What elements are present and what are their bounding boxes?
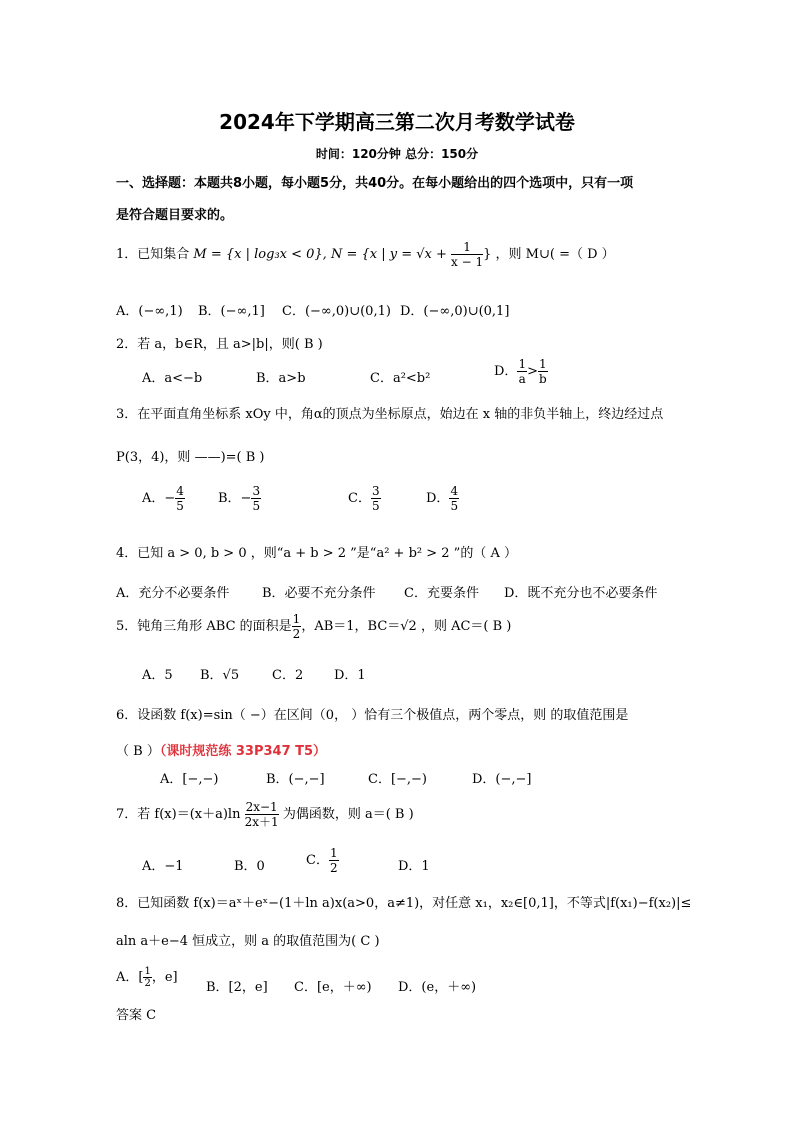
q1-set-end: } bbox=[483, 247, 492, 262]
page-title: 2024年下学期高三第二次月考数学试卷 bbox=[219, 110, 575, 134]
question-7-stem bbox=[116, 800, 414, 829]
q3-d-frac bbox=[449, 484, 459, 513]
q2-d-num1: 1 bbox=[518, 357, 527, 371]
q6-option-a: A．[−,−) bbox=[160, 772, 219, 787]
q6-source-note: （课时规范练 33P347 T5） bbox=[159, 744, 327, 759]
q2-d-frac1 bbox=[517, 357, 527, 386]
q3-a-prefix: A．− bbox=[142, 491, 176, 506]
q7-suffix: 为偶函数，则 a＝( B ) bbox=[282, 807, 414, 822]
q6-option-c: C．[−,−) bbox=[368, 772, 428, 787]
q7-option-d: D．1 bbox=[398, 859, 430, 874]
q7-frac-den: 2x＋1 bbox=[244, 815, 279, 829]
q8-option-a bbox=[116, 966, 178, 989]
q8-option-d: D．(e，＋∞) bbox=[398, 980, 477, 995]
q3-option-c bbox=[348, 484, 381, 513]
q2-d-den1: a bbox=[518, 372, 526, 386]
question-3-line1: 3．在平面直角坐标系 xOy 中，角α的顶点为坐标原点，始边在 x 轴的非负半轴上，终边经过点 bbox=[116, 407, 664, 422]
q4-option-d: D．既不充分也不必要条件 bbox=[504, 586, 658, 601]
q3-option-d bbox=[426, 484, 459, 513]
question-5-stem bbox=[116, 612, 511, 641]
q7-frac-num: 2x−1 bbox=[245, 800, 278, 814]
q6-option-b: B．(−,−] bbox=[266, 772, 325, 787]
q3-option-b bbox=[218, 484, 261, 513]
q7-c-den: 2 bbox=[329, 861, 338, 875]
section-heading-line1: 一、选择题：本题共8小题，每小题5分，共40分。在每小题给出的四个选项中，只有一项 bbox=[116, 176, 634, 191]
question-3-line2: P(3，4)，则 ——)=( B ) bbox=[116, 450, 265, 465]
q3-b-num: 3 bbox=[252, 484, 261, 498]
q8-a-den: 2 bbox=[144, 978, 151, 989]
q1-fraction bbox=[451, 240, 483, 269]
q3-a-den: 5 bbox=[176, 499, 184, 513]
q2-d-num2: 1 bbox=[538, 357, 547, 371]
q5-option-d: D．1 bbox=[334, 668, 366, 683]
question-4-stem: 4．已知 a > 0, b > 0 ，则“a + b > 2 ”是“a² + b² > 2 ”的（ A ） bbox=[116, 546, 517, 561]
q1-frac-den: x − 1 bbox=[451, 255, 484, 269]
q4-option-b: B．必要不充分条件 bbox=[262, 586, 376, 601]
q3-c-num: 3 bbox=[371, 484, 380, 498]
question-8-line2: aln a＋e−4 恒成立，则 a 的取值范围为( C ) bbox=[116, 934, 380, 949]
q3-b-den: 5 bbox=[252, 499, 261, 513]
q5-option-a: A．5 bbox=[142, 668, 173, 683]
q3-a-frac bbox=[175, 484, 185, 513]
question-8-line1: 8．已知函数 f(x)＝aˣ＋eˣ−(1＋ln a)x(a>0，a≠1)，对任意 x₁，x₂∈[0,1]，不等式|f(x₁)−f(x₂)|≤ bbox=[116, 896, 692, 911]
q8-a-num: 1 bbox=[144, 966, 151, 977]
q7-c-prefix: C． bbox=[306, 853, 329, 868]
q4-option-c: C．充要条件 bbox=[404, 586, 479, 601]
q2-d-prefix: D． bbox=[494, 364, 518, 379]
q5-frac-num: 1 bbox=[292, 612, 301, 626]
q3-c-frac bbox=[371, 484, 381, 513]
q2-d-den2: b bbox=[538, 372, 547, 386]
section-heading-line2: 是符合题目要求的。 bbox=[116, 208, 234, 223]
q6-option-d: D．(−,−] bbox=[472, 772, 532, 787]
q3-d-den: 5 bbox=[450, 499, 459, 513]
q3-c-den: 5 bbox=[371, 499, 380, 513]
q1-option-b: B．(−∞,1] bbox=[198, 304, 265, 319]
q2-option-d bbox=[494, 357, 548, 386]
answer-line: 答案 C bbox=[116, 1008, 157, 1023]
q8-option-c: C．[e，＋∞) bbox=[294, 980, 372, 995]
q5-prefix: 5．钝角三角形 ABC 的面积是 bbox=[116, 619, 292, 634]
q8-a-prefix: A．[ bbox=[116, 970, 144, 985]
q1-prefix: 1．已知集合 bbox=[116, 247, 190, 262]
q3-c-prefix: C． bbox=[348, 491, 371, 506]
q6-answer: （ B ） bbox=[116, 744, 160, 759]
q5-fraction bbox=[292, 612, 302, 641]
q5-suffix: ，AB＝1，BC＝√2 ，则 AC＝( B ) bbox=[301, 619, 512, 634]
q7-option-c bbox=[306, 846, 339, 875]
question-1-stem bbox=[116, 240, 615, 269]
q8-a-suffix: ，e] bbox=[151, 970, 178, 985]
q1-suffix: ，则 M∪( =（ D ） bbox=[495, 247, 615, 262]
q3-d-prefix: D． bbox=[426, 491, 450, 506]
exam-info: 时间：120分钟 总分：150分 bbox=[315, 147, 479, 161]
q1-option-c: C．(−∞,0)∪(0,1) bbox=[282, 304, 391, 319]
q2-option-a: A．a<−b bbox=[142, 371, 203, 386]
q2-option-c: C．a²<b² bbox=[370, 371, 431, 386]
question-6-stem: 6．设函数 f(x)=sin（ −）在区间（0， ）恰有三个极值点，两个零点，则 的取值范围是 bbox=[116, 708, 629, 723]
q2-option-b: B．a>b bbox=[256, 371, 306, 386]
q8-a-frac bbox=[143, 966, 151, 989]
q5-option-c: C．2 bbox=[272, 668, 304, 683]
q7-c-frac bbox=[329, 846, 339, 875]
q5-frac-den: 2 bbox=[292, 627, 301, 641]
q1-frac-num: 1 bbox=[451, 240, 483, 255]
q3-b-prefix: B．− bbox=[218, 491, 252, 506]
q3-a-num: 4 bbox=[176, 484, 184, 498]
q1-sets: M = {x | log₃x < 0}, N = {x | y = √x + bbox=[193, 247, 452, 262]
q7-fraction bbox=[245, 800, 279, 829]
q1-option-d: D．(−∞,0)∪(0,1] bbox=[400, 304, 510, 319]
q3-b-frac bbox=[251, 484, 261, 513]
q7-c-num: 1 bbox=[329, 846, 338, 860]
q3-option-a bbox=[142, 484, 185, 513]
q2-d-frac2 bbox=[538, 357, 548, 386]
q7-option-b: B．0 bbox=[234, 859, 265, 874]
q1-option-a: A．(−∞,1) bbox=[116, 304, 183, 319]
q4-option-a: A．充分不必要条件 bbox=[116, 586, 230, 601]
question-6-answer-line bbox=[116, 740, 326, 759]
q7-prefix: 7．若 f(x)＝(x＋a)ln bbox=[116, 807, 241, 822]
q2-d-mid: > bbox=[527, 364, 538, 379]
question-2-stem: 2．若 a，b∈R，且 a>|b|，则( B ) bbox=[116, 337, 323, 352]
q7-option-a: A．−1 bbox=[142, 859, 184, 874]
q8-option-b: B．[2，e] bbox=[206, 980, 268, 995]
q5-option-b: B．√5 bbox=[200, 668, 240, 683]
q3-d-num: 4 bbox=[450, 484, 459, 498]
